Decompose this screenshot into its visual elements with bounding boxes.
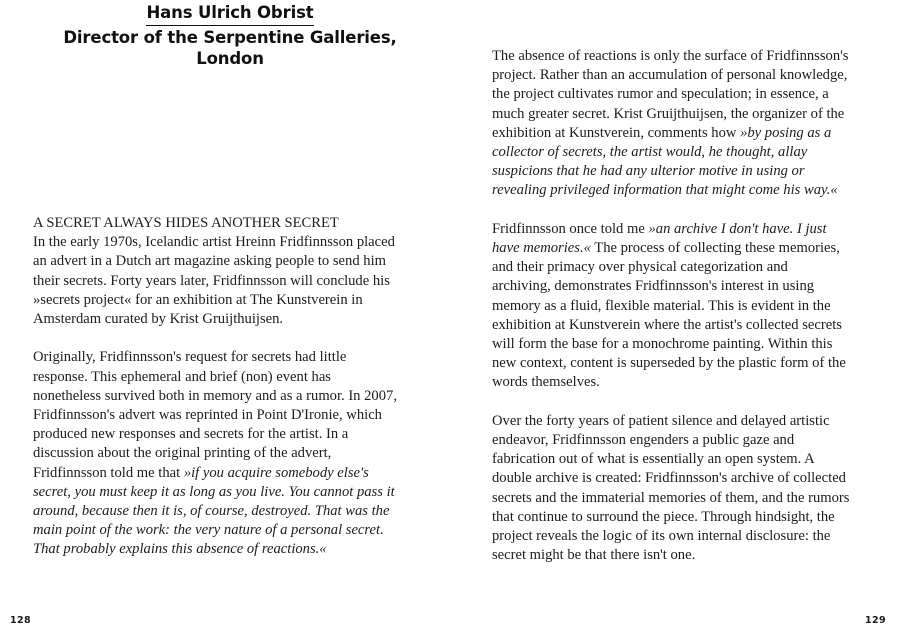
right-indented-roman-lead: Fridfinnsson once told me <box>492 220 649 237</box>
folio-right: 129 <box>864 615 886 626</box>
right-page-text-column <box>492 47 850 565</box>
right-indented-paragraph <box>492 220 850 393</box>
right-paragraph-1 <box>492 47 850 201</box>
contributor-role-line-1: Director of the Serpentine Galleries, <box>63 27 397 47</box>
left-indented-paragraph <box>33 348 399 559</box>
right-paragraph-1-italic-quote: »by posing as a collector of secrets, the artist would, he thought, allay suspicions that he had any ulterior motive in using or revealing privileged information that might come his way.« <box>492 124 838 199</box>
left-indented-roman: Originally, Fridfinnsson's request for secrets had little response. This ephemeral and brief (non) event has nonetheless survived both in memory and as a rumor. In 2007, Fridfinnsson's advert was reprinted in Point D'Ironie, which produced new responses and secrets for the artist. In a discussion about the original printing of the advert, Fridfinnsson told me that <box>33 349 397 481</box>
paragraph-spacer-right-1 <box>492 201 850 220</box>
left-page-text-column <box>33 214 399 560</box>
contributor-role-line-2: London <box>196 49 264 68</box>
left-indented-italic-quote: »if you acquire somebody else's secret, you must keep it as long as you live. You cannot pass it around, because then it is, of course, destroyed. That was the main point of the work: the very nature of a personal secret. That probably explains this absence of reactions.« <box>33 464 395 558</box>
paragraph-spacer-right-2 <box>492 393 850 412</box>
right-indented-italic-quote: »an archive I don't have. I just have memories.« <box>492 220 827 257</box>
folio-left: 128 <box>10 615 32 626</box>
right-indented-roman-tail: The process of collecting these memories, and their primacy over physical categorization and archiving, demonstrates Fridfinnsson's interest in using memory as a fluid, flexible material. This is evident in the exhibition at Kunstverein where the artist's collected secrets will form the base for a monochrome painting. Within this new context, content is superseded by the plastic form of the words themselves. <box>492 240 846 391</box>
right-paragraph-2: Over the forty years of patient silence and delayed artistic endeavor, Fridfinnsson engenders a public gaze and fabrication out of what is essentially an open system. A double archive is created: Fridfinnsson's archive of collected secrets and the immaterial memories of them, and the rumors that continue to surround the piece. Through hindsight, the project reveals the logic of its own internal disclosure: the secret might be that there isn't one. <box>492 412 850 564</box>
right-paragraph-1-roman: The absence of reactions is only the surface of Fridfinnsson's project. Rather than an accumulation of personal knowledge, the project cultivates rumor and speculation; in essence, a much greater secret. Krist Gruijthuijsen, the organizer of the exhibition at Kunstverein, comments how <box>492 48 849 141</box>
paragraph-spacer <box>33 329 399 348</box>
left-paragraph-1: In the early 1970s, Icelandic artist Hreinn Fridfinnsson placed an advert in a Dutch art magazine asking people to send him their secrets. Forty years later, Fridfinnsson will conclude his »secrets project« for an exhibition at The Kunstverein in Amsterdam curated by Krist Gruijthuijsen. <box>33 234 395 328</box>
contributor-header <box>60 2 400 70</box>
section-heading: A SECRET ALWAYS HIDES ANOTHER SECRET <box>33 215 339 231</box>
contributor-name: Hans Ulrich Obrist <box>146 2 313 26</box>
